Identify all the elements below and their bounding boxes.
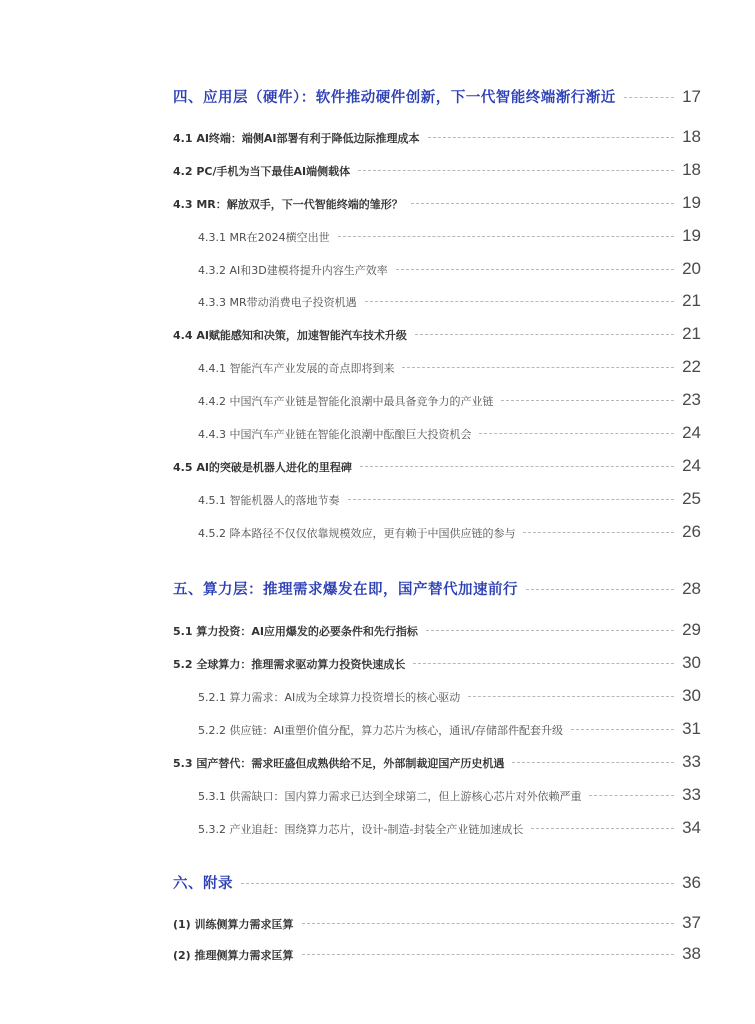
toc-entry[interactable] [198,489,701,509]
toc-entry[interactable] [173,653,701,673]
toc-entry-title: 4.4.2 中国汽车产业链是智能化浪潮中最具备竞争力的产业链 [198,395,494,408]
toc-entry[interactable] [198,818,701,838]
dotted-leader [526,589,674,590]
toc-entry[interactable] [198,291,701,311]
toc-entry[interactable] [198,226,701,246]
toc-entry[interactable] [173,944,701,964]
toc-entry[interactable] [173,193,701,213]
dotted-leader [523,532,674,533]
toc-entry-title: (1) 训练侧算力需求匡算 [173,918,294,931]
toc-entry-page: 18 [682,127,701,146]
toc-entry-title: 4.3.1 MR在2024横空出世 [198,231,330,244]
toc-entry-page: 25 [682,489,701,508]
toc-entry-title: 4.3.3 MR带动消费电子投资机遇 [198,296,357,309]
toc-entry[interactable] [173,620,701,640]
dotted-leader [411,203,674,204]
dotted-leader [241,883,674,884]
toc-entry[interactable] [173,456,701,476]
toc-entry-page: 19 [682,193,701,212]
dotted-leader [415,334,674,335]
dotted-leader [428,137,675,138]
toc-entry-page: 20 [682,259,701,278]
toc-entry-title: 4.5 AI的突破是机器人进化的里程碑 [173,461,352,474]
toc-entry[interactable] [173,86,701,107]
toc-entry[interactable] [198,357,701,377]
dotted-leader [501,400,674,401]
toc-entry-page: 28 [682,579,701,598]
toc-entry[interactable] [173,160,701,180]
toc-entry-page: 37 [682,913,701,932]
toc-entry-page: 29 [682,620,701,639]
dotted-leader [348,499,675,500]
dotted-leader [479,433,674,434]
dotted-leader [360,466,674,467]
dotted-leader [358,170,674,171]
toc-entry-title: (2) 推理侧算力需求匡算 [173,949,294,962]
toc-entry-page: 24 [682,456,701,475]
toc-entry[interactable] [198,686,701,706]
toc-entry[interactable] [198,522,701,542]
toc-entry[interactable] [173,324,701,344]
toc-entry-page: 19 [682,226,701,245]
dotted-leader [589,795,674,796]
dotted-leader [531,828,674,829]
toc-entry-title: 4.1 AI终端：端侧AI部署有利于降低边际推理成本 [173,132,420,145]
dotted-leader [413,663,674,664]
dotted-leader [468,696,674,697]
toc-entry-title: 4.4.3 中国汽车产业链在智能化浪潮中酝酿巨大投资机会 [198,428,472,441]
toc-entry-page: 30 [682,686,701,705]
toc-entry-title: 4.4 AI赋能感知和决策，加速智能汽车技术升级 [173,329,407,342]
toc-entry-page: 24 [682,423,701,442]
toc-entry-title: 5.1 算力投资：AI应用爆发的必要条件和先行指标 [173,625,418,638]
toc-entry[interactable] [173,752,701,772]
toc-entry-page: 21 [682,324,701,343]
toc-entry-page: 22 [682,357,701,376]
toc-entry-page: 36 [682,873,701,892]
toc-entry-title: 四、应用层（硬件）：软件推动硬件创新，下一代智能终端渐行渐近 [173,90,616,106]
toc-entry-page: 33 [682,752,701,771]
toc-entry[interactable] [198,390,701,410]
dotted-leader [426,630,674,631]
toc-entry-title: 五、算力层：推理需求爆发在即，国产替代加速前行 [173,582,518,598]
toc-entry-page: 21 [682,291,701,310]
toc-entry-title: 六、附录 [173,876,233,892]
toc-entry-page: 33 [682,785,701,804]
toc-entry-page: 23 [682,390,701,409]
toc-entry-page: 38 [682,944,701,963]
toc-entry-title: 5.2.1 算力需求：AI成为全球算力投资增长的核心驱动 [198,691,461,704]
toc-entry[interactable] [173,872,701,893]
toc-entry-title: 4.2 PC/手机为当下最佳AI端侧载体 [173,165,351,178]
toc-entry-title: 5.3 国产替代：需求旺盛但成熟供给不足，外部制裁迎国产历史机遇 [173,757,505,770]
toc-entry-title: 4.3.2 AI和3D建模将提升内容生产效率 [198,264,388,277]
dotted-leader [396,269,674,270]
toc-entry-title: 5.3.2 产业追赶：围绕算力芯片，设计-制造-封装全产业链加速成长 [198,823,524,836]
toc-entry[interactable] [198,719,701,739]
toc-entry[interactable] [198,259,701,279]
toc-entry-page: 34 [682,818,701,837]
dotted-leader [338,236,674,237]
toc-entry[interactable] [173,913,701,933]
toc-entry[interactable] [173,578,701,599]
toc-entry-title: 5.2 全球算力：推理需求驱动算力投资快速成长 [173,658,406,671]
toc-entry[interactable] [173,127,701,147]
dotted-leader [571,729,674,730]
toc-entry-page: 31 [682,719,701,738]
toc-entry-page: 17 [682,87,701,106]
toc-entry-page: 18 [682,160,701,179]
dotted-leader [302,923,675,924]
dotted-leader [402,367,674,368]
dotted-leader [365,301,674,302]
toc-entry-title: 4.5.1 智能机器人的落地节奏 [198,494,340,507]
toc-entry[interactable] [198,785,701,805]
toc-entry-title: 5.2.2 供应链：AI重塑价值分配，算力芯片为核心，通讯/存储部件配套升级 [198,724,563,737]
toc-entry-title: 4.5.2 降本路径不仅仅依靠规模效应，更有赖于中国供应链的参与 [198,527,516,540]
toc-entry-title: 4.3 MR：解放双手，下一代智能终端的雏形？ [173,198,403,211]
toc-entry-title: 5.3.1 供需缺口：国内算力需求已达到全球第二，但上游核心芯片对外依赖严重 [198,790,582,803]
toc-entry-page: 30 [682,653,701,672]
toc-entry-page: 26 [682,522,701,541]
dotted-leader [624,97,674,98]
toc-entry-title: 4.4.1 智能汽车产业发展的奇点即将到来 [198,362,395,375]
toc-entry[interactable] [198,423,701,443]
dotted-leader [512,762,674,763]
dotted-leader [302,954,675,955]
